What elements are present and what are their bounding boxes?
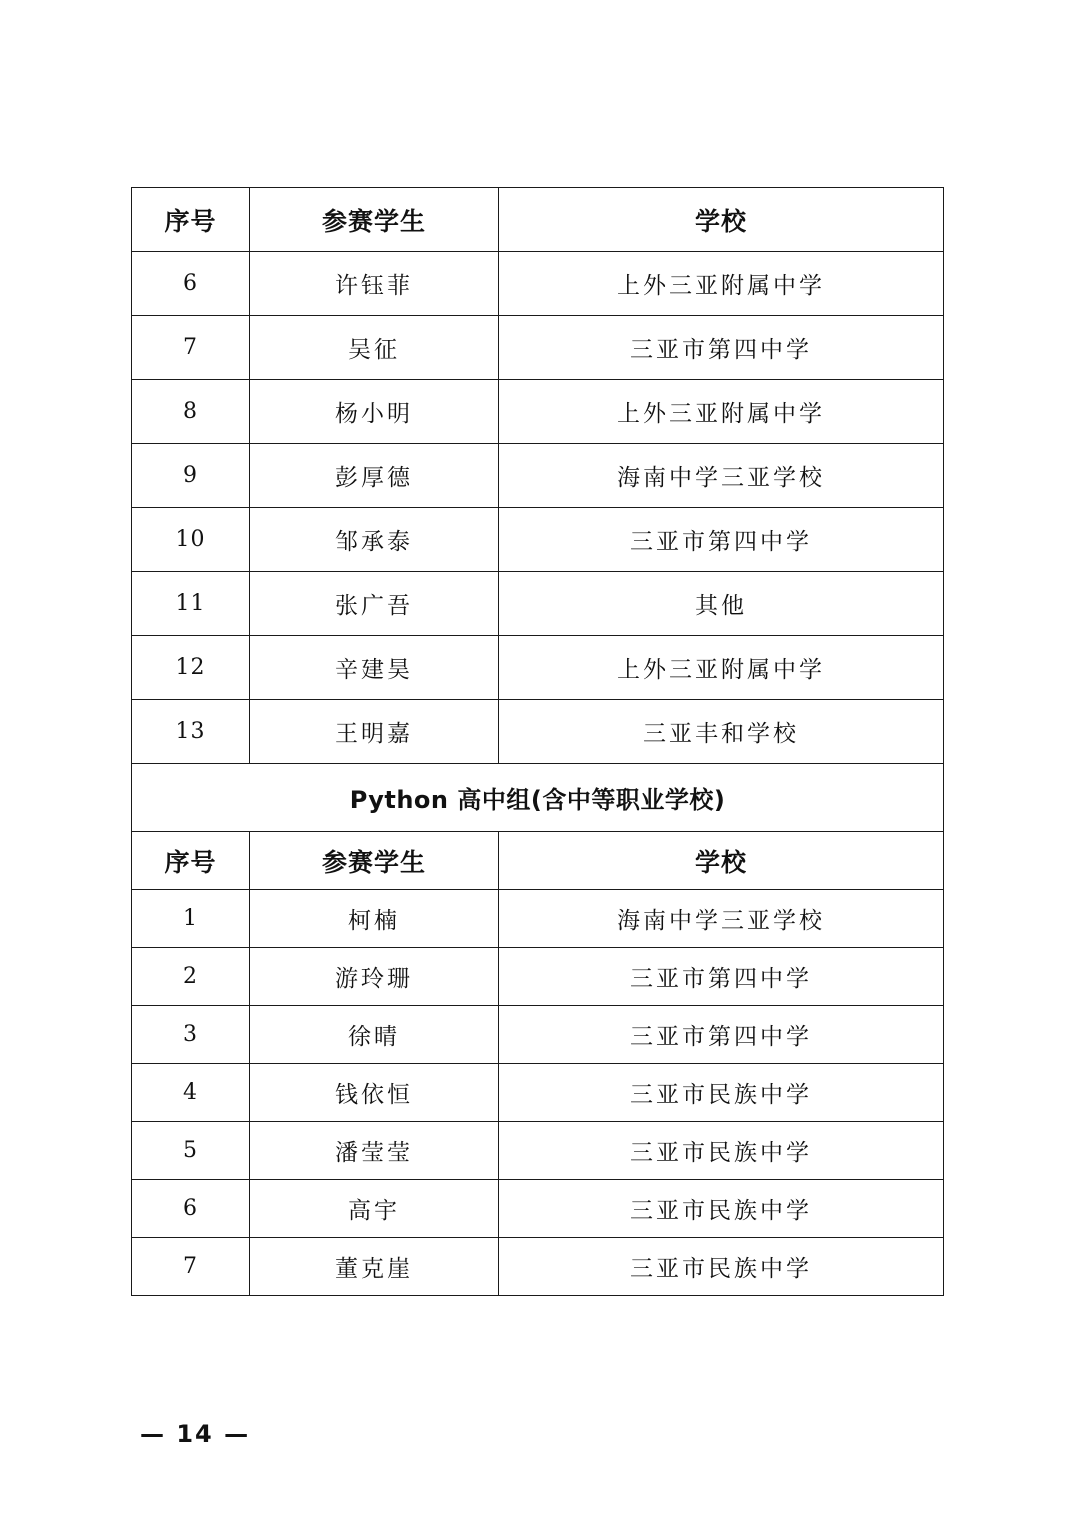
student-name: 徐晴 [250,1006,499,1064]
column-header-school: 学校 [499,188,944,252]
school-name: 三亚市民族中学 [499,1064,944,1122]
student-name: 吴征 [250,316,499,380]
student-name: 高宇 [250,1180,499,1238]
table-row [132,948,944,1006]
column-header-student: 参赛学生 [250,832,499,890]
table-row [132,380,944,444]
school-name: 海南中学三亚学校 [499,890,944,948]
table-row [132,1180,944,1238]
student-name: 邹承泰 [250,508,499,572]
school-name: 三亚市民族中学 [499,1180,944,1238]
row-number: 6 [132,1180,250,1238]
column-header-school: 学校 [499,832,944,890]
school-name: 上外三亚附属中学 [499,252,944,316]
row-number: 9 [132,444,250,508]
school-name: 上外三亚附属中学 [499,380,944,444]
column-header-number: 序号 [132,832,250,890]
row-number: 4 [132,1064,250,1122]
table-row [132,572,944,636]
student-name: 潘莹莹 [250,1122,499,1180]
school-name: 三亚丰和学校 [499,700,944,764]
column-header-number: 序号 [132,188,250,252]
school-name: 三亚市第四中学 [499,508,944,572]
table-row [132,890,944,948]
table-header-row [132,832,944,890]
row-number: 7 [132,1238,250,1296]
school-name: 其他 [499,572,944,636]
section-row [132,764,944,832]
table-row [132,444,944,508]
student-name: 柯楠 [250,890,499,948]
row-number: 1 [132,890,250,948]
row-number: 2 [132,948,250,1006]
table-row [132,1122,944,1180]
table-row [132,700,944,764]
student-name: 辛建昊 [250,636,499,700]
row-number: 7 [132,316,250,380]
student-name: 董克崖 [250,1238,499,1296]
table-row [132,316,944,380]
row-number: 12 [132,636,250,700]
section-title: Python 高中组(含中等职业学校) [132,764,944,832]
student-name: 钱依恒 [250,1064,499,1122]
row-number: 10 [132,508,250,572]
school-name: 三亚市第四中学 [499,1006,944,1064]
school-name: 上外三亚附属中学 [499,636,944,700]
table-row [132,1064,944,1122]
row-number: 11 [132,572,250,636]
table-row [132,636,944,700]
results-table [131,187,944,1296]
table-row [132,508,944,572]
student-name: 杨小明 [250,380,499,444]
table-header-row [132,188,944,252]
school-name: 三亚市第四中学 [499,316,944,380]
column-header-student: 参赛学生 [250,188,499,252]
student-name: 游玲珊 [250,948,499,1006]
table-row [132,1006,944,1064]
school-name: 三亚市民族中学 [499,1122,944,1180]
row-number: 3 [132,1006,250,1064]
student-name: 彭厚德 [250,444,499,508]
school-name: 三亚市第四中学 [499,948,944,1006]
page-number: — 14 — [140,1420,251,1448]
table-row [132,1238,944,1296]
row-number: 8 [132,380,250,444]
student-name: 张广吾 [250,572,499,636]
school-name: 三亚市民族中学 [499,1238,944,1296]
row-number: 13 [132,700,250,764]
row-number: 5 [132,1122,250,1180]
row-number: 6 [132,252,250,316]
school-name: 海南中学三亚学校 [499,444,944,508]
student-name: 王明嘉 [250,700,499,764]
table-row [132,252,944,316]
student-name: 许钰菲 [250,252,499,316]
